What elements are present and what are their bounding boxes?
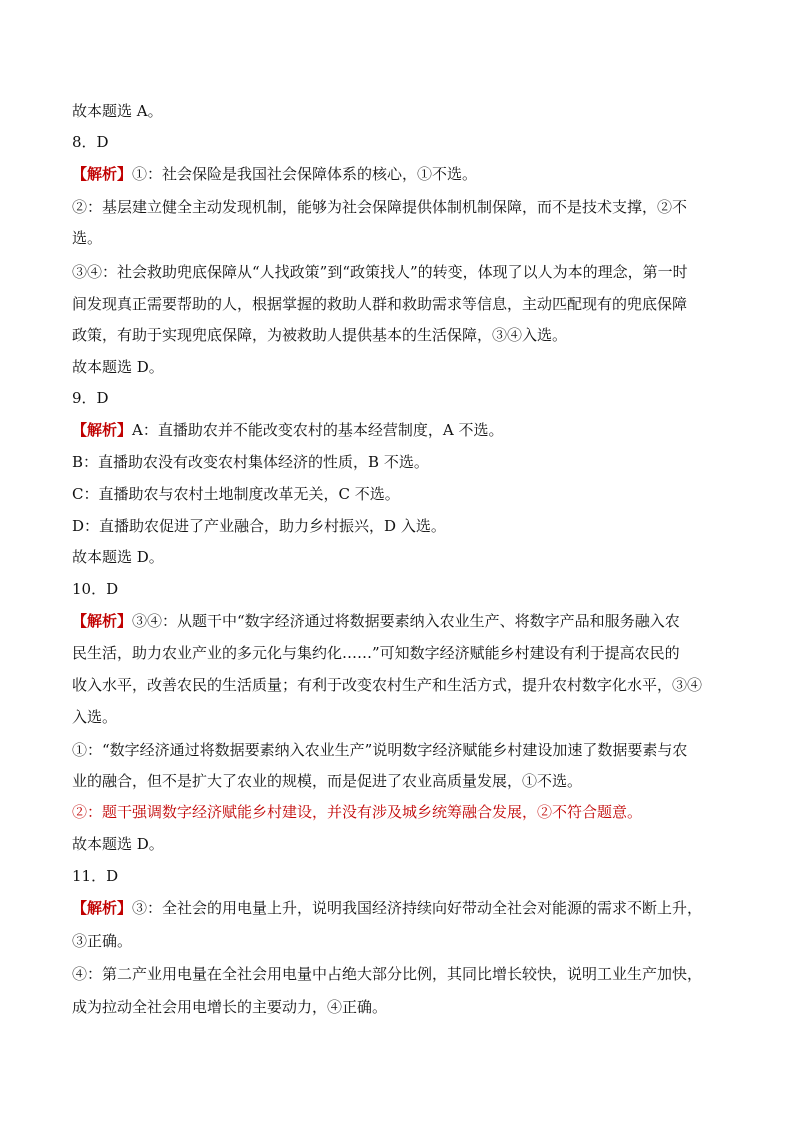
analysis-line: 【解析】A：直播助农并不能改变农村的基本经营制度，A 不选。: [72, 421, 504, 439]
text-line: 入选。: [72, 708, 118, 726]
text-line: 故本题选 D。: [72, 835, 164, 853]
analysis-tag: 【解析】: [72, 421, 133, 439]
analysis-tag: 【解析】: [72, 165, 133, 183]
text-line: C：直播助农与农村土地制度改革无关，C 不选。: [72, 485, 400, 503]
text-line: 故本题选 A。: [72, 102, 163, 120]
text-line: ①：“数字经济通过将数据要素纳入农业生产”说明数字经济赋能乡村建设加速了数据要素与农: [72, 741, 688, 759]
text-line: 选。: [72, 229, 103, 247]
question-number: 8．D: [72, 133, 109, 151]
text-line: B：直播助农没有改变农村集体经济的性质，B 不选。: [72, 453, 429, 471]
analysis-line: 【解析】③④：从题干中“数字经济通过将数据要素纳入农业生产、将数字产品和服务融入农: [72, 612, 680, 630]
question-number: 11．D: [72, 867, 119, 885]
question-number: 10．D: [72, 580, 119, 598]
analysis-tag: 【解析】: [72, 899, 133, 917]
highlighted-line: ②：题干强调数字经济赋能乡村建设，并没有涉及城乡统筹融合发展，②不符合题意。: [72, 803, 643, 821]
question-number: 9．D: [72, 389, 109, 407]
text-line: 业的融合，但不是扩大了农业的规模，而是促进了农业高质量发展，①不选。: [72, 772, 583, 790]
text-line: 收入水平，改善农民的生活质量；有利于改变农村生产和生活方式，提升农村数字化水平，③④: [72, 676, 703, 694]
text-line: ④：第二产业用电量在全社会用电量中占绝大部分比例，其同比增长较快，说明工业生产加快，: [72, 965, 703, 983]
text-line: 民生活，助力农业产业的多元化与集约化……”可知数字经济赋能乡村建设有利于提高农民的: [72, 644, 680, 662]
analysis-line: 【解析】③：全社会的用电量上升，说明我国经济持续向好带动全社会对能源的需求不断上升，: [72, 899, 703, 917]
text-line: ②：基层建立健全主动发现机制，能够为社会保障提供体制机制保障，而不是技术支撑，②不: [72, 198, 688, 216]
text-line: 故本题选 D。: [72, 548, 164, 566]
analysis-tag: 【解析】: [72, 612, 133, 630]
text-line: 间发现真正需要帮助的人，根据掌握的救助人群和救助需求等信息，主动匹配现有的兜底保障: [72, 295, 688, 313]
text-line: D：直播助农促进了产业融合，助力乡村振兴，D 入选。: [72, 517, 446, 535]
text-line: ③④：社会救助兜底保障从“人找政策”到“政策找人”的转变，体现了以人为本的理念，第一时: [72, 263, 688, 281]
text-line: 成为拉动全社会用电增长的主要动力，④正确。: [72, 998, 388, 1016]
text-line: 故本题选 D。: [72, 358, 164, 376]
analysis-line: 【解析】①：社会保险是我国社会保障体系的核心，①不选。: [72, 165, 478, 183]
text-line: 政策，有助于实现兜底保障，为被救助人提供基本的生活保障，③④入选。: [72, 326, 568, 344]
text-line: ③正确。: [72, 932, 133, 950]
